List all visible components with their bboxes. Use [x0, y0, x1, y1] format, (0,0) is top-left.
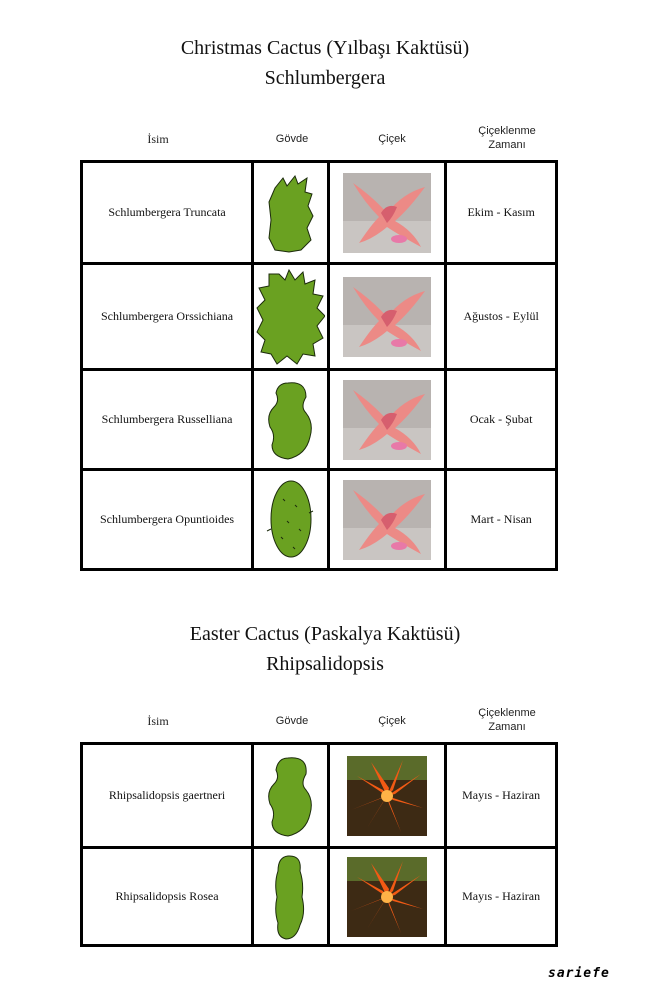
- table-row: [82, 162, 557, 264]
- section2-header-time-line2: Zamanı: [488, 721, 526, 733]
- pink-flower-photo-icon: [343, 173, 431, 253]
- section1-header-time-line2: Zamanı: [488, 139, 526, 151]
- flower-cell: [328, 744, 446, 848]
- oval-spined-stem-segment-icon: [265, 477, 315, 563]
- section1-header-flower: Çiçek: [378, 133, 406, 145]
- cactus-name-cell: Rhipsalidopsis Rosea: [82, 848, 253, 946]
- stem-cell: [253, 370, 328, 470]
- pink-flower-photo-icon: [343, 480, 431, 560]
- bloom-time-cell: Mayıs - Haziran: [446, 744, 557, 848]
- bloom-time-cell: Mart - Nisan: [446, 470, 557, 570]
- section2-header-flower: Çiçek: [378, 715, 406, 727]
- flower-cell: [328, 264, 446, 370]
- table-row: [82, 264, 557, 370]
- orange-flower-photo-icon: [347, 756, 427, 836]
- section2-header-time-line1: Çiçeklenme: [478, 707, 536, 719]
- cactus-name-cell: Schlumbergera Russelliana: [82, 370, 253, 470]
- cactus-name-cell: Schlumbergera Opuntioides: [82, 470, 253, 570]
- bloom-time-cell: Ekim - Kasım: [446, 162, 557, 264]
- stem-cell: [253, 264, 328, 370]
- stem-cell: [253, 470, 328, 570]
- orange-flower-photo-icon: [347, 857, 427, 937]
- signature-logo: sariefe: [548, 966, 610, 981]
- section2-subtitle: Rhipsalidopsis: [266, 653, 384, 675]
- bloom-time-cell: Ocak - Şubat: [446, 370, 557, 470]
- section2-header-name: İsim: [147, 714, 169, 728]
- stem-cell: [253, 162, 328, 264]
- pink-flower-photo-icon: [343, 277, 431, 357]
- section1-header-stem: Gövde: [275, 133, 309, 145]
- section1-header-name: İsim: [147, 132, 169, 146]
- christmas-cactus-table: [80, 160, 558, 571]
- table-row: [82, 848, 557, 946]
- flower-cell: [328, 162, 446, 264]
- flower-cell: [328, 470, 446, 570]
- cactus-name-cell: Rhipsalidopsis gaertneri: [82, 744, 253, 848]
- slender-stem-segment-icon: [272, 853, 308, 941]
- section2-header-stem: Gövde: [275, 715, 309, 727]
- cactus-name-cell: Schlumbergera Orssichiana: [82, 264, 253, 370]
- easter-cactus-table: [80, 742, 558, 947]
- section1-header-time: [462, 124, 552, 152]
- section2-header-time: [462, 706, 552, 734]
- table-row: [82, 370, 557, 470]
- section1-title: Christmas Cactus (Yılbaşı Kaktüsü): [180, 37, 470, 59]
- flower-cell: [328, 848, 446, 946]
- rounded-stem-segment-icon: [266, 754, 314, 838]
- spiky-stem-segment-icon: [255, 268, 325, 366]
- stem-cell: [253, 744, 328, 848]
- table-row: [82, 470, 557, 570]
- stem-cell: [253, 848, 328, 946]
- bloom-time-cell: Ağustos - Eylül: [446, 264, 557, 370]
- toothed-stem-segment-icon: [265, 172, 315, 254]
- table-row: [82, 744, 557, 848]
- section1-subtitle: Schlumbergera: [264, 67, 386, 89]
- section2-title: Easter Cactus (Paskalya Kaktüsü): [189, 623, 461, 645]
- bloom-time-cell: Mayıs - Haziran: [446, 848, 557, 946]
- rounded-stem-segment-icon: [266, 379, 314, 461]
- cactus-name-cell: Schlumbergera Truncata: [82, 162, 253, 264]
- flower-cell: [328, 370, 446, 470]
- pink-flower-photo-icon: [343, 380, 431, 460]
- section1-header-time-line1: Çiçeklenme: [478, 125, 536, 137]
